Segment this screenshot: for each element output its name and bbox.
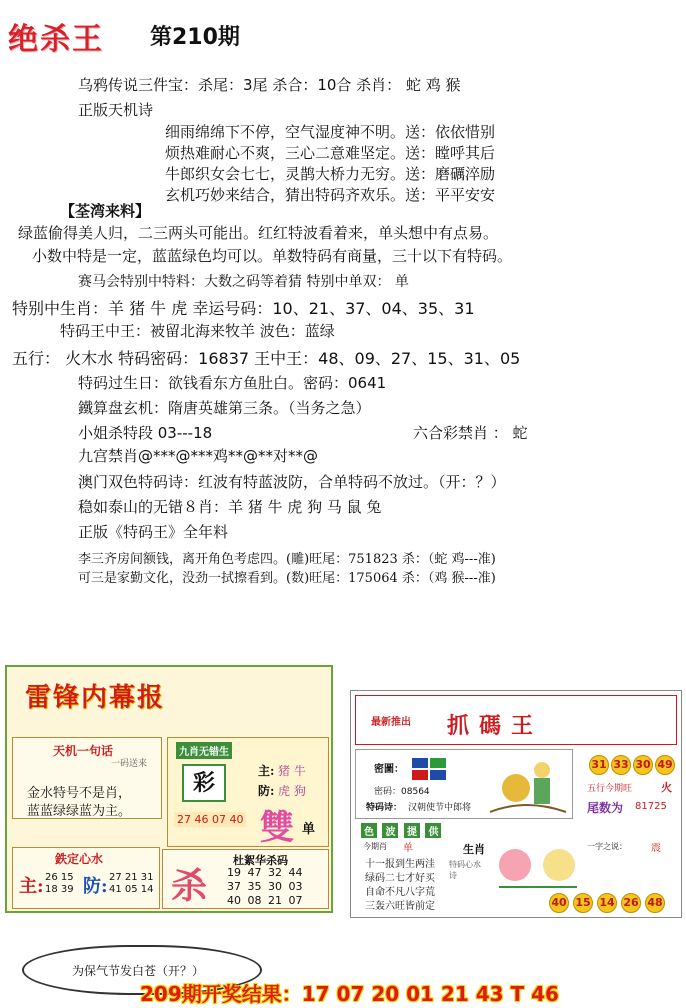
- riddle-line-1: 李三齐房间额钱，离开角色考虑四。(雕)旺尾：751823 杀：（蛇 鸡---准): [78, 552, 496, 567]
- mima-code: 密码：08564: [374, 787, 430, 797]
- bottom-ball: 48: [645, 893, 665, 913]
- mima-box: [355, 749, 573, 819]
- source-heading: 【荃湾来料】: [60, 202, 151, 220]
- draw-result: 209期开奖结果：17 07 20 01 21 43 T 46: [140, 982, 559, 1006]
- color-labels: [361, 823, 441, 838]
- top-ball: 30: [633, 755, 653, 775]
- cloud-text: 为保气节发白苍（开？）: [72, 964, 205, 978]
- mima-label: 密圖：: [374, 764, 404, 775]
- sha-char: 杀: [171, 865, 208, 907]
- leifeng-panel: [5, 665, 333, 913]
- poem-line: 绿码二七才好买: [365, 873, 435, 884]
- tieding-right-2: 41 05 14: [109, 884, 154, 895]
- box-tianji-line-1: 金水特号不是肖，: [27, 786, 132, 801]
- wuxing-line: 五行： 火木水 特码密码：16837 王中王：48、09、27、15、31、05: [12, 349, 521, 368]
- shama-cell: 47: [247, 866, 262, 879]
- weishu-label: 尾数为: [587, 801, 624, 815]
- birthday-line: 特码过生日：欲钱看东方鱼肚白。密码：0641: [78, 374, 387, 392]
- top-ball: 49: [655, 755, 675, 775]
- bottom-ball: 14: [597, 893, 617, 913]
- ninepalace-line: 九宫禁肖@***@***鸡**@**对**@: [78, 447, 319, 465]
- poem-line: 三轰六旺皆前定: [365, 901, 435, 912]
- shama-cell: 30: [268, 880, 282, 893]
- color-label: 波: [382, 823, 398, 838]
- leifeng-title: 雷锋内幕报: [25, 683, 166, 713]
- new-tag: 最新推出: [371, 717, 411, 728]
- side-label: 一字之说：: [587, 842, 627, 851]
- color-label: 供: [425, 823, 441, 838]
- poem-line: 自命不凡八字荒: [365, 887, 435, 898]
- tieding-left-1: 26 15: [45, 872, 74, 883]
- bottom-ball: 26: [621, 893, 641, 913]
- mima-code-value: 08564: [401, 787, 430, 797]
- banned-zodiac: 六合彩禁肖 ： 蛇: [413, 424, 528, 442]
- poem-heading: 正版天机诗: [78, 101, 154, 119]
- zhuamawang-panel: [350, 690, 682, 918]
- box-tieding: [12, 847, 160, 909]
- box-shama: [162, 849, 329, 909]
- fang-label: 防:: [258, 784, 275, 798]
- issue-number: 第210期: [150, 25, 240, 50]
- weishu-value: 81725: [635, 801, 667, 812]
- verse-line-1: 绿蓝偷得美人归，二三两头可能出。红红特波看着来，单头想中有点易。: [18, 224, 499, 242]
- box-tianji: [12, 737, 162, 819]
- color-label: 色: [361, 823, 377, 838]
- horse-line: 赛马会特别中特料：大数之码等着猜 特别中单双： 单: [78, 274, 409, 290]
- shama-cell: 07: [288, 894, 303, 907]
- shuang-char: 雙: [260, 808, 294, 848]
- tieding-right-1: 27 21 31: [109, 872, 154, 883]
- box-tianji-line-2: 蓝蓝绿绿蓝为主。: [27, 804, 132, 819]
- tieding-left-2: 18 39: [45, 884, 74, 895]
- wuxing-label: 五行今期旺: [587, 784, 633, 794]
- dan-char: 单: [302, 822, 316, 837]
- abacus-line: 鐵算盘玄机：隋唐英雄第三条。（当务之急）: [78, 399, 371, 417]
- poem-line: 十一报到生两洼: [365, 859, 435, 870]
- jinqi-value: 单: [403, 843, 413, 854]
- bottom-ball: 15: [573, 893, 593, 913]
- cartoon-figure-icon: [486, 754, 570, 816]
- mima-logo-icon: [412, 758, 446, 780]
- poem-line-3: 牛郎织女会七七，灵鹊大桥力无穷。送：磨礪淬励: [165, 165, 496, 183]
- verse-line-2: 小数中特是一定，蓝蓝绿色均可以。单数特码有商量，三十以下有特码。: [32, 247, 513, 265]
- fang2-label: 防:: [83, 876, 108, 897]
- shama-cell: 21: [268, 894, 282, 907]
- tema-label: 特码诗：: [366, 803, 403, 813]
- shama-cell: 40: [227, 894, 241, 907]
- box-shama-title: 杜絮华杀码: [233, 854, 288, 867]
- shama-cell: 08: [247, 894, 262, 907]
- shengxiao-label: 生肖: [463, 843, 485, 856]
- king-line: 特码王中王：被留北海来牧羊 波色：蓝绿: [60, 322, 335, 340]
- fang-value: 虎 狗: [278, 784, 306, 798]
- box-jiuxiao: [167, 737, 329, 847]
- shama-row-2: [227, 880, 303, 893]
- wuxing-value: 火: [661, 781, 672, 794]
- top-ball: 33: [611, 755, 631, 775]
- box-jiuxiao-nums: 27 46 07 40: [174, 812, 246, 827]
- box-tieding-title: 鉄定心水: [55, 852, 104, 866]
- page-title: 绝杀王: [8, 22, 104, 57]
- shama-row-1: [227, 866, 303, 879]
- poem-box-label: 特码心水诗: [449, 860, 481, 880]
- shama-row-3: [227, 894, 303, 907]
- macau-line: 澳门双色特码诗：红波有特蓝波防，合单特码不放过。（开：？）: [78, 473, 506, 491]
- zhuamawang-title: 抓碼王: [447, 713, 544, 739]
- tema-text: 汉朝使节中郎将: [408, 803, 472, 813]
- top-ball: 31: [589, 755, 609, 775]
- zhu-value: 猪 牛: [278, 764, 306, 778]
- animals-icon: [493, 841, 583, 891]
- jinqi-label: 今期肖: [363, 842, 387, 851]
- shama-cell: 35: [247, 880, 262, 893]
- zhu2-label: 主:: [19, 876, 44, 897]
- box-tianji-title: 天机一句话: [53, 744, 114, 758]
- color-label: 提: [404, 823, 420, 838]
- annual-line: 正版《特码王》全年料: [78, 523, 229, 541]
- shama-cell: 37: [227, 880, 241, 893]
- shama-cell: 19: [227, 866, 241, 879]
- miss-line: 小姐杀特段 03---18: [78, 424, 213, 442]
- poem-line-2: 烦热难耐心不爽，三心二意难坚定。送：瞠呼其后: [165, 144, 496, 162]
- zodiac-line: 特别中生肖：羊 猪 牛 虎 幸运号码：10、21、37、04、35、31: [12, 299, 475, 318]
- side-value: 震: [651, 843, 661, 854]
- box-tianji-sub: 一码送来: [111, 759, 148, 769]
- box-jiuxiao-title: 九肖无错生: [176, 742, 232, 759]
- cai-char: 彩: [182, 764, 226, 802]
- shama-cell: 44: [288, 866, 303, 879]
- shama-cell: 32: [268, 866, 282, 879]
- poem-line-4: 玄机巧妙来结合，猜出特码齐欢乐。送：平平安安: [165, 186, 496, 204]
- zhu-label: 主:: [258, 764, 275, 778]
- riddle-line-2: 可三是家勤文化，没劲一拭擦看到。(数)旺尾：175064 杀：（鸡 猴---准): [78, 571, 496, 586]
- wuya-line: 乌鸦传说三件宝：杀尾：3尾 杀合：10合 杀肖： 蛇 鸡 猴: [78, 76, 461, 94]
- shama-cell: 03: [288, 880, 303, 893]
- stable-line: 稳如泰山的无错８肖：羊 猪 牛 虎 狗 马 鼠 兔: [78, 498, 382, 516]
- poem-line-1: 细雨绵绵下不停，空气湿度神不明。送：依依惜别: [165, 123, 496, 141]
- bottom-ball: 40: [549, 893, 569, 913]
